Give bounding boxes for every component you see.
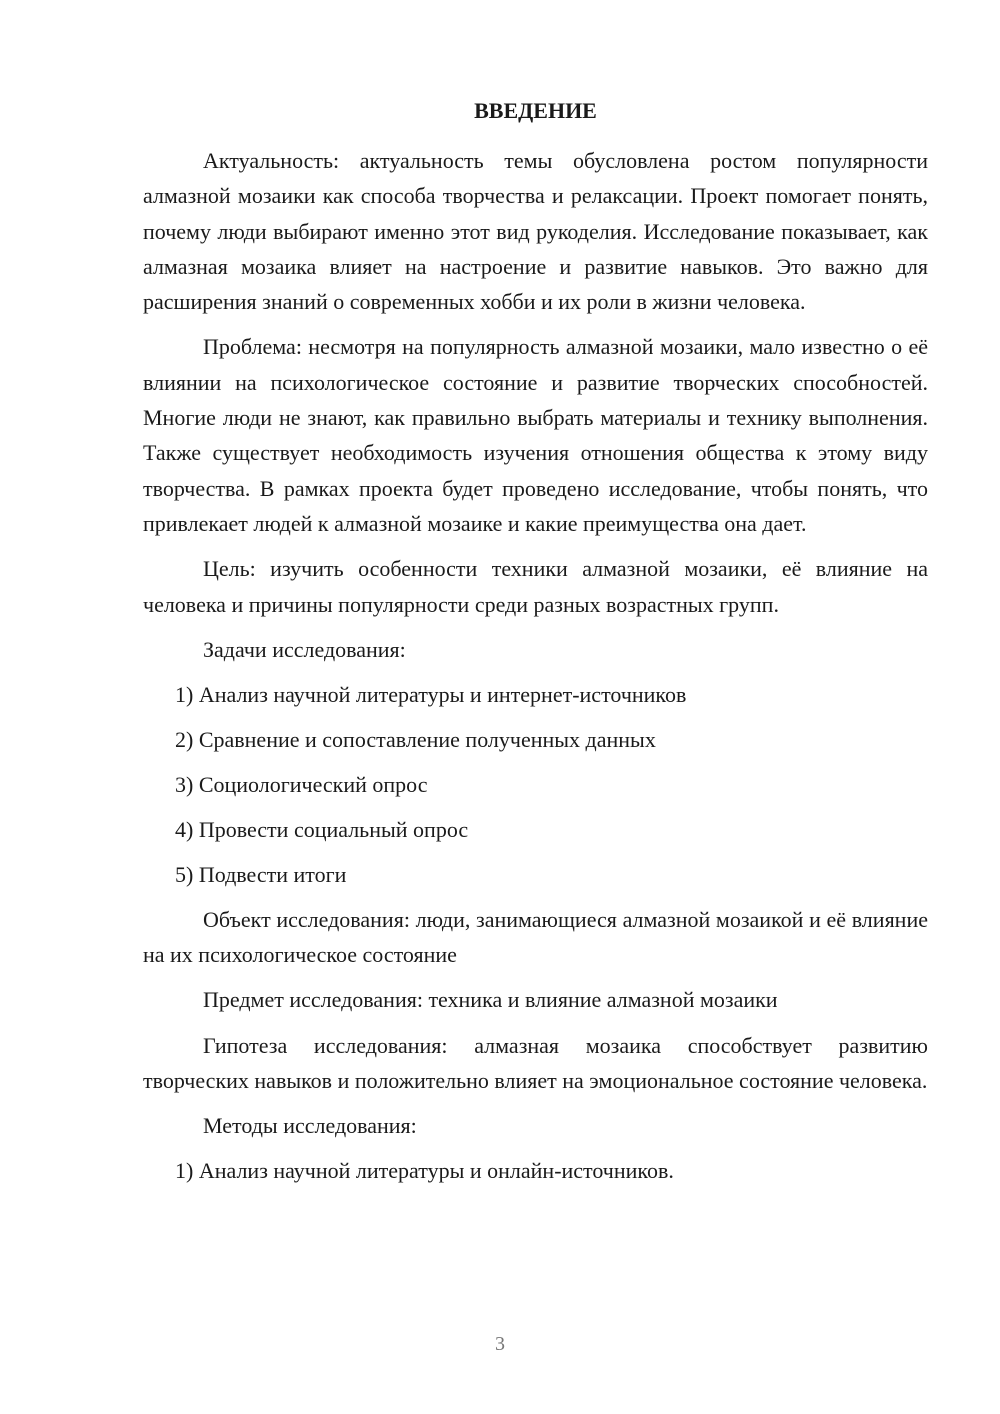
task-item: 3) Социологический опрос: [175, 771, 428, 797]
task-item: 4) Провести социальный опрос: [175, 816, 469, 842]
subject-paragraph: Предмет исследования: техника и влияние алмазной мозаики: [203, 987, 778, 1013]
hypothesis-paragraph: Гипотеза исследования: алмазная мозаика способствует развитию творческих навыков и положительно влияет на эмоциональное состояние человека.: [143, 1032, 928, 1094]
object-paragraph: Объект исследования: люди, занимающиеся алмазной мозаикой и её влияние на их психологическое состояние: [143, 906, 928, 968]
task-item: 2) Сравнение и сопоставление полученных данных: [175, 726, 656, 752]
page-content: [143, 95, 928, 1198]
goal-paragraph: Цель: изучить особенности техники алмазной мозаики, её влияние на человека и причины популярности среди разных возрастных групп.: [143, 556, 928, 617]
problem-paragraph: Проблема: несмотря на популярность алмазной мозаики, мало известно о её влиянии на психологическое состояние и развитие творческих способностей. Многие люди не знают, как правильно выбрать материалы и технику выполнения. Также существует необходимость изучения отношения общества к этому виду творчества. В рамках проекта будет проведено исследование, чтобы понять, что привлекает людей к алмазной мозаике и какие преимущества она дает.: [143, 334, 928, 536]
relevance-paragraph: Актуальность: актуальность темы обусловлена ростом популярности алмазной мозаики как способа творчества и релаксации. Проект помогает понять, почему люди выбирают именно этот вид рукоделия. Исследование показывает, как алмазная мозаика влияет на настроение и развитие навыков. Это важно для расширения знаний о современных хобби и их роли в жизни человека.: [143, 148, 928, 315]
method-item: 1) Анализ научной литературы и онлайн-источников.: [175, 1158, 674, 1184]
page-number: 3: [495, 1333, 505, 1355]
task-item: 5) Подвести итоги: [175, 861, 347, 887]
tasks-heading: Задачи исследования:: [203, 636, 406, 662]
methods-heading: Методы исследования:: [203, 1113, 417, 1139]
section-title: ВВЕДЕНИЕ: [474, 98, 597, 123]
task-item: 1) Анализ научной литературы и интернет-источников: [175, 681, 687, 707]
